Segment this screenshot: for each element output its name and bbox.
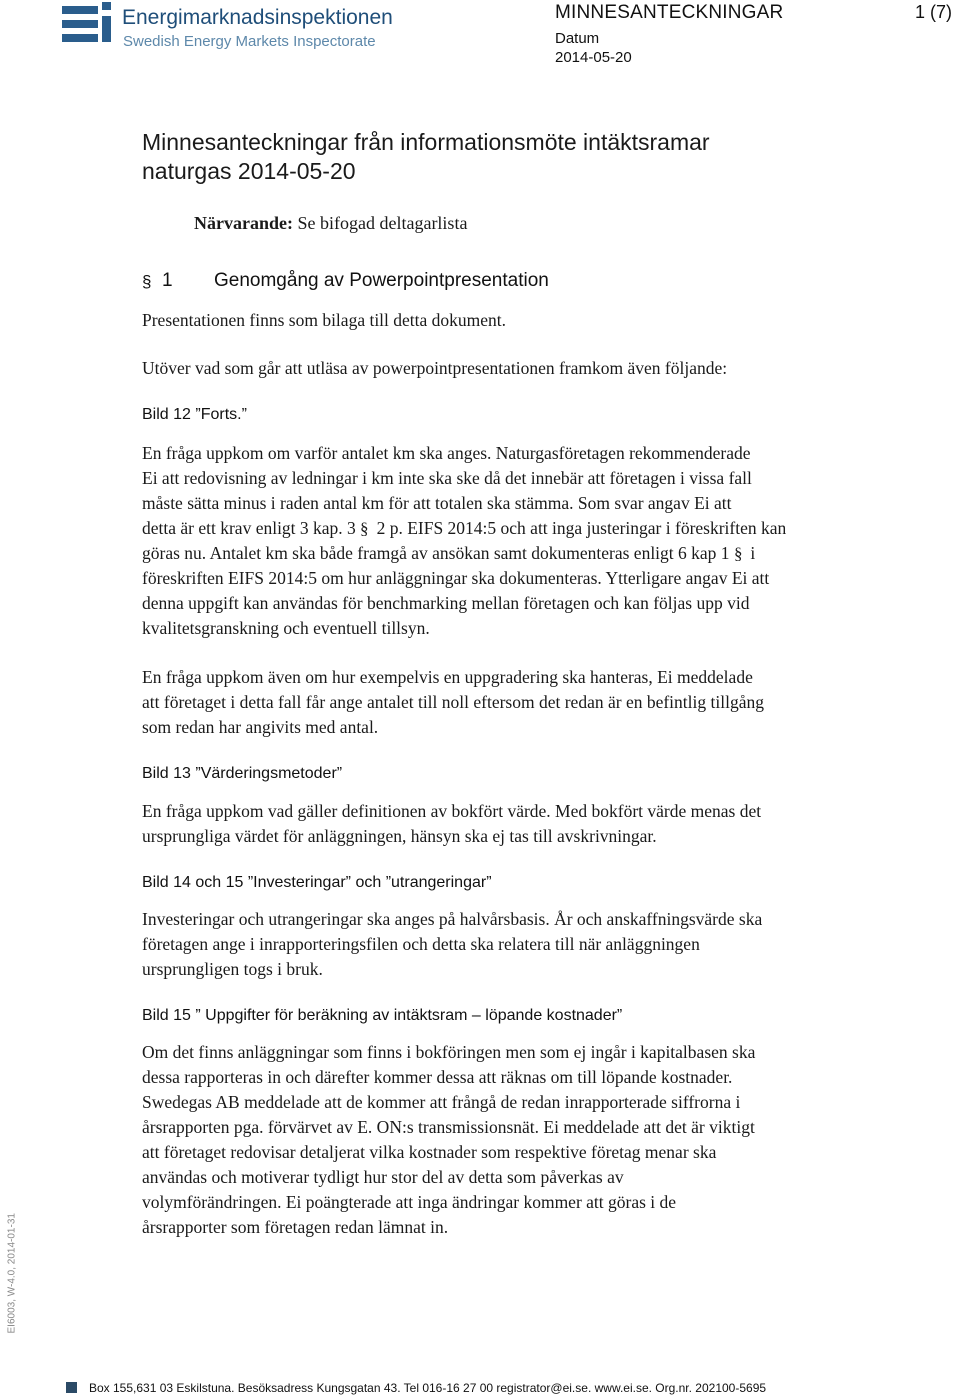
section-heading [142, 270, 549, 292]
ei-logo-mark-icon [62, 2, 112, 50]
org-name: Energimarknadsinspektionen [122, 6, 393, 29]
footer-square-icon [66, 1382, 77, 1393]
section-title: Genomgång av Powerpointpresentation [214, 270, 549, 291]
section-sign-icon [360, 520, 372, 536]
paragraph-upgrade: En fråga uppkom även om hur exempelvis en uppgradering ska hanteras, Ei meddelade att företaget i detta fall får ange antalet till noll eftersom det redan är en befintlig tillgång som redan har angivits med antal. [142, 667, 764, 737]
date-label: Datum [555, 30, 600, 47]
paragraph-valuation: En fråga uppkom vad gäller definitionen av bokfört värde. Med bokfört värde menas det ursprungliga värdet för anläggningen, hänsyn ska ej tas till avskrivningar. [142, 801, 762, 846]
paragraph-costs: Om det finns anläggningar som finns i bokföringen men som ej ingår i kapitalbasen ska dessa rapporteras in och därefter kommer dessa att räknas om till löpande kostnader. Swedegas AB meddelade att de kommer att frångå de redan inrapporterade siffrorna i årsrapporten pga. förvärvet av E. ON:s transmissionsnät. Ei meddelade att det är viktigt att företaget redovisar detaljerat vilka kostnader som respektive företag menar ska användas och motiverar tydligt hur stor del av detta som påverkas av volymförändringen. Ei poängterade att inga ändringar kommer att göras i de årsrapporter som företagen redan lämnat in. [142, 1042, 756, 1237]
page-number: 1 (7) [914, 2, 952, 22]
section-sign-icon [734, 545, 746, 561]
svg-text:§: § [733, 545, 743, 561]
paragraph-following: Utöver vad som går att utläsa av powerpointpresentationen framkom även följande: [142, 358, 728, 378]
org-name-english: Swedish Energy Markets Inspectorate [123, 33, 376, 50]
document-type: MINNESANTECKNINGAR [555, 2, 784, 23]
subheading-bild-14: Bild 14 och 15 ”Investeringar” och ”utrangeringar” [142, 874, 492, 891]
svg-text:§: § [142, 272, 152, 290]
footer [66, 1381, 766, 1395]
title-line-1: Minnesanteckningar från informationsmöte intäktsramar [142, 129, 710, 155]
title-line-2: naturgas 2014-05-20 [142, 158, 356, 184]
date-value: 2014-05-20 [555, 49, 632, 66]
form-code: EI6003, W-4.0, 2014-01-31 [6, 1213, 18, 1334]
attendees [194, 213, 467, 234]
subheading-bild-12: Bild 12 ”Forts.” [142, 406, 247, 423]
attendees-value: Se bifogad deltagarlista [292, 213, 468, 233]
paragraph-investments: Investeringar och utrangeringar ska anges på halvårsbasis. År och anskaffningsvärde ska företagen ange i inrapporteringsfilen och detta ska relatera till när anläggningen ursprungligen togs i bruk. [142, 909, 763, 979]
subheading-bild-15: Bild 15 ” Uppgifter för beräkning av intäktsram – löpande kostnader” [142, 1007, 623, 1024]
svg-text:§: § [360, 520, 369, 536]
page-title [142, 128, 862, 186]
attendees-label: Närvarande: [194, 213, 293, 233]
section-number: 1 [162, 270, 173, 291]
paragraph-intro: Presentationen finns som bilaga till detta dokument. [142, 310, 507, 330]
footer-text: Box 155,631 03 Eskilstuna. Besöksadress Kungsgatan 43. Tel 016-16 27 00 registrator@ei.se. www.ei.se. Org.nr. 202100-5695 [89, 1381, 767, 1395]
paragraph-km: En fråga uppkom om varför antalet km ska anges. Naturgasföretagen rekommenderade Ei att redovisning av ledningar i km inte ska ske då det innebär att företagen i vissa fall måste sätta minus i raden antal km för att totalen ska stämma. Som svar angav Ei att detta är ett krav enligt 3 kap. 3 § 2 p. EIFS 2014:5 och att inga justeringar i föreskriften kan göras nu. Antalet km ska både framgå av ansökan samt dokumenteras enligt 6 kap 1 § i föreskriften EIFS 2014:5 om hur anläggningar ska dokumenteras. Ytterligare angav Ei att denna uppgift kan användas för benchmarking mellan företagen och kan följas upp vid kvalitetsgranskning och eventuell tillsyn. [142, 443, 787, 638]
org-logo [62, 2, 392, 54]
subheading-bild-13: Bild 13 ”Värderingsmetoder” [142, 765, 343, 782]
section-sign-icon [142, 272, 156, 290]
